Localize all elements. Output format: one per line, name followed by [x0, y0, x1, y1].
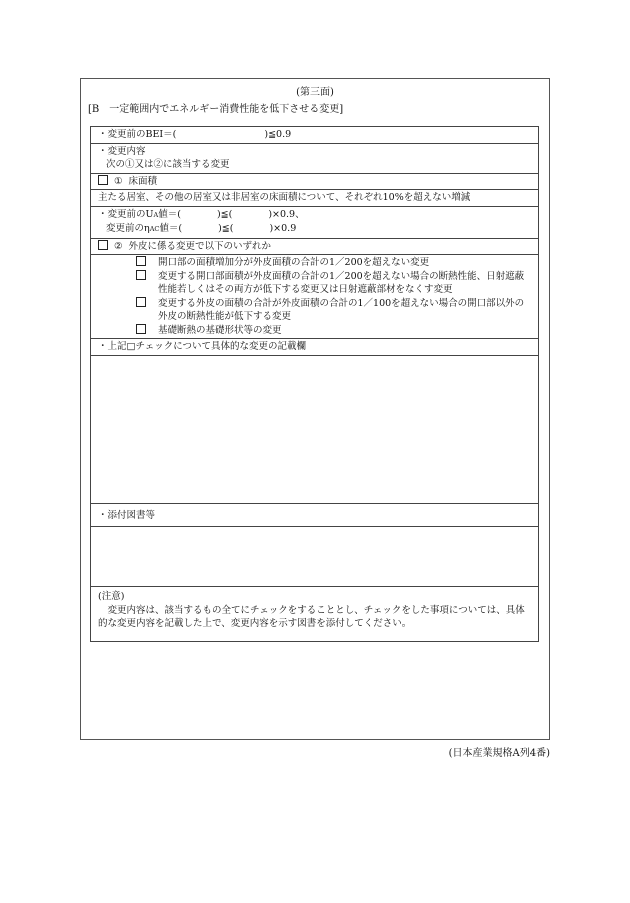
item2-number: ② — [114, 240, 123, 252]
option-text: 変更する開口部面積が外皮面積の合計の1／200を超えない場合の断熱性能、日射遮蔽性能若しくはその両方が低下する変更又は日射遮蔽部材をなくす変更 — [158, 270, 525, 295]
details-field[interactable] — [91, 356, 538, 504]
item1-checkbox[interactable] — [98, 175, 108, 185]
etaac-leq: )≦( — [218, 223, 234, 234]
item2-option — [98, 297, 528, 324]
etaac-subscript: AC — [149, 225, 160, 233]
option-text: 開口部の面積増加分が外皮面積の合計の1／200を超えない変更 — [158, 257, 430, 268]
change-content-subtitle: 次の①又は②に該当する変更 — [106, 159, 230, 170]
ua-eq: 値＝( — [158, 208, 181, 220]
option-checkbox[interactable] — [136, 324, 146, 334]
item1-number: ① — [114, 175, 123, 187]
section-heading: [B 一定範囲内でエネルギー消費性能を低下させる変更] — [88, 104, 344, 115]
change-content-title: ・変更内容 — [98, 145, 146, 157]
attachments-label: ・添付図書等 — [91, 504, 538, 528]
change-content-row — [91, 144, 538, 174]
form-table — [90, 126, 539, 642]
item1-title: 床面積 — [128, 175, 158, 187]
details-label: ・上記□チェックについて具体的な変更の記載欄 — [91, 339, 538, 356]
ua-line — [98, 208, 531, 223]
item2-options — [91, 255, 538, 339]
item1-header — [91, 174, 538, 191]
note-section — [91, 587, 538, 641]
item2-checkbox[interactable] — [98, 240, 108, 250]
item2-option — [98, 270, 528, 297]
bei-row — [91, 127, 538, 144]
ua-suffix: )×0.9、 — [268, 208, 305, 220]
option-text: 変更する外皮の面積の合計が外皮面積の合計の1／100を超えない場合の開口部以外の外皮の断熱性能が低下する変更 — [158, 297, 525, 322]
option-checkbox[interactable] — [136, 297, 146, 307]
page-number: (第三面) — [296, 87, 334, 98]
etaac-prefix: 変更前のη — [106, 223, 150, 234]
etaac-line — [98, 222, 531, 237]
bei-label: ・変更前のBEI＝( — [98, 129, 177, 140]
etaac-suffix: )×0.9 — [269, 223, 297, 234]
bei-suffix: )≦0.9 — [264, 129, 292, 140]
ua-prefix: ・変更前のU — [98, 208, 154, 220]
item2-header — [91, 239, 538, 256]
item2-title: 外皮に係る変更で以下のいずれか — [128, 240, 272, 252]
footer-spec: (日本産業規格A列4番) — [448, 748, 550, 759]
ua-leq: )≦( — [216, 208, 233, 220]
option-checkbox[interactable] — [136, 270, 146, 280]
attachments-field[interactable] — [91, 527, 538, 587]
option-text: 基礎断熱の基礎形状等の変更 — [158, 324, 282, 336]
ua-row — [91, 207, 538, 239]
option-checkbox[interactable] — [136, 256, 146, 266]
etaac-eq: 値＝( — [159, 223, 183, 234]
note-title: (注意) — [98, 591, 125, 602]
item1-description: 主たる居室、その他の居室又は非居室の床面積について、それぞれ10%を超えない増減 — [91, 190, 538, 207]
item2-option — [98, 324, 528, 338]
ua-subscript: A — [153, 210, 159, 219]
note-body: 変更内容は、該当するもの全てにチェックをすることとし、チェックをした事項については、具体的な変更内容を記載した上で、変更内容を示す図書を添付してください。 — [98, 604, 525, 629]
item2-option — [98, 256, 528, 270]
